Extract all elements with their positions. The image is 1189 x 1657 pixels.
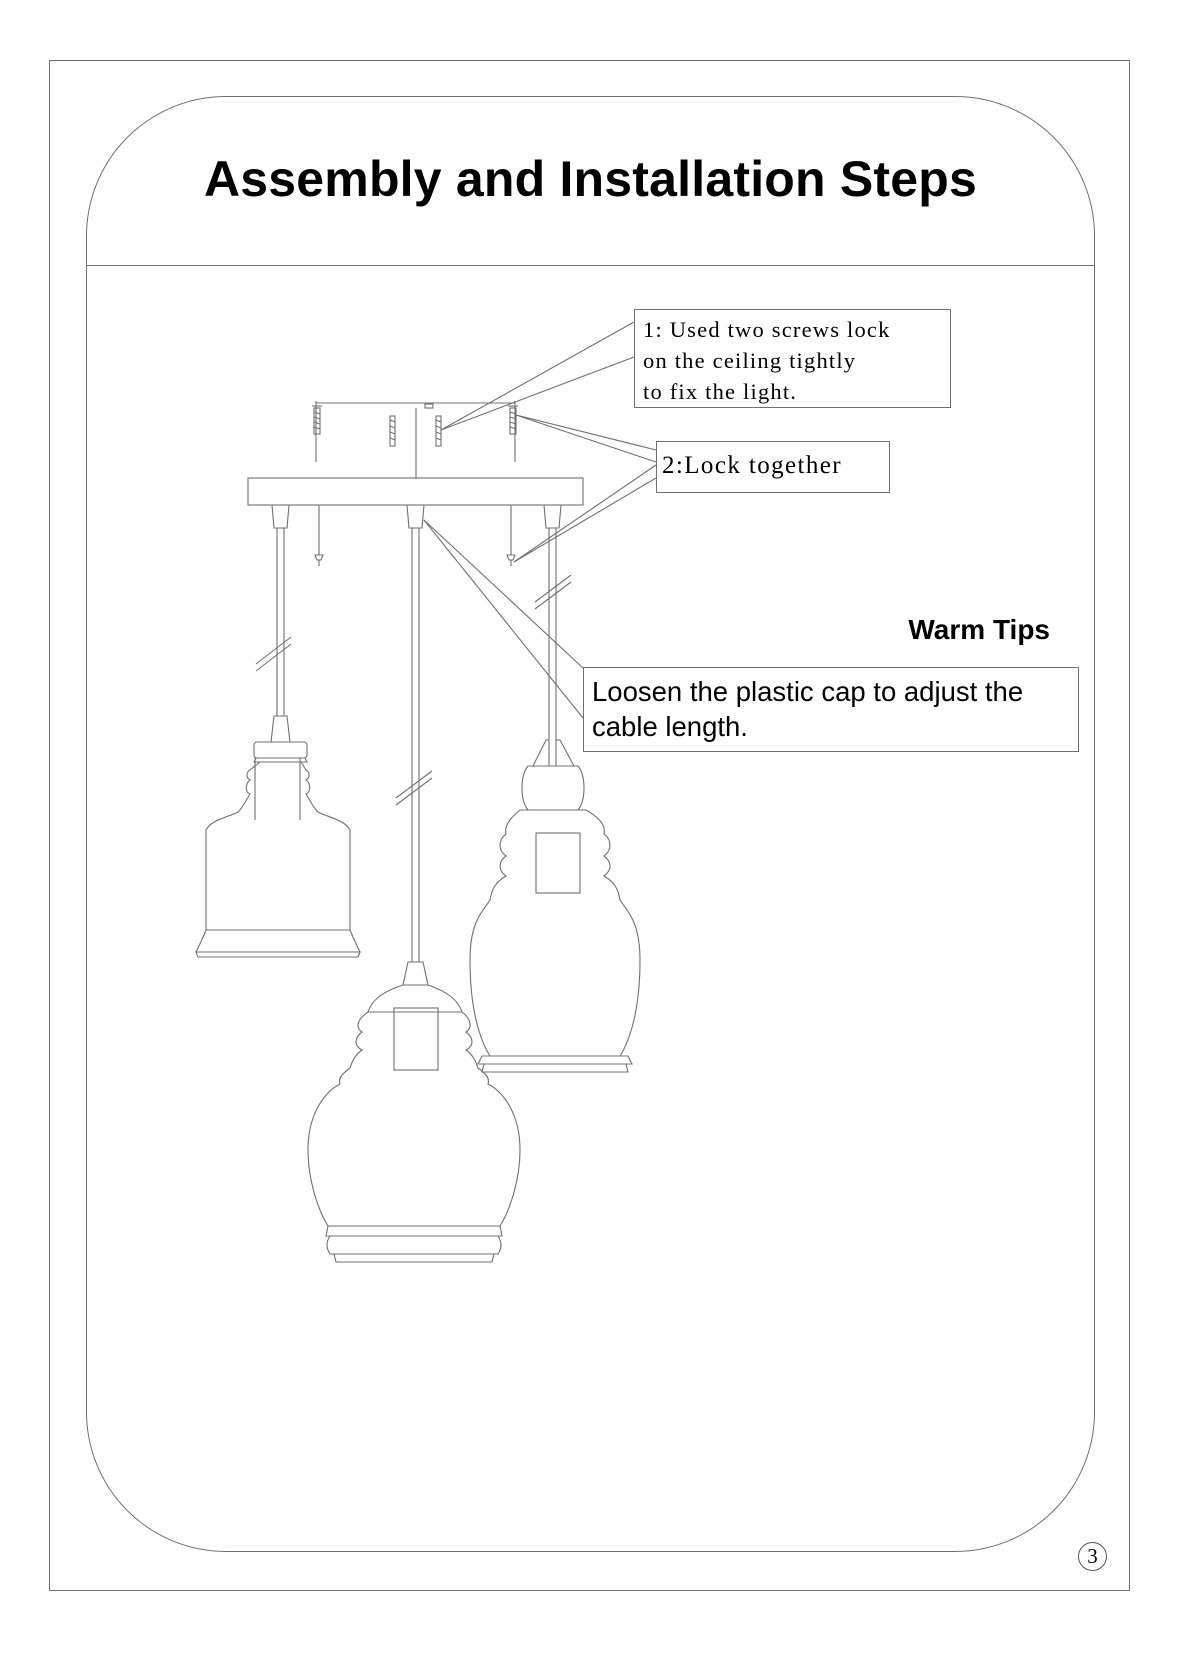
leader-line-step2b xyxy=(516,415,656,462)
ceiling-screw-left xyxy=(312,406,322,434)
leader-line-step1b xyxy=(441,357,634,430)
cable-right xyxy=(535,528,571,740)
canopy-plate xyxy=(248,478,583,505)
cable-cap-right xyxy=(544,505,561,528)
warm-tips-box: Loosen the plastic cap to adjust the cable length. xyxy=(583,667,1079,752)
lock-screw-left xyxy=(315,505,323,566)
pendant-shade-left xyxy=(196,716,360,957)
warm-tips-heading: Warm Tips xyxy=(908,614,1050,645)
bracket-screw-center-right xyxy=(436,416,441,446)
callout-step-1: 1: Used two screws lock on the ceiling tightly to fix the light. xyxy=(634,309,951,408)
cable-cap-left xyxy=(272,505,289,528)
leader-line-step1a xyxy=(441,322,634,430)
ceiling-screw-right xyxy=(508,406,518,434)
bracket-screw-center-left xyxy=(390,416,395,446)
callout-step-2: 2:Lock together xyxy=(656,441,890,493)
page-title: Assembly and Installation Steps xyxy=(203,151,978,207)
cable-left xyxy=(256,528,291,716)
leader-line-step2c xyxy=(514,465,656,562)
leader-line-tip-b xyxy=(424,520,583,718)
mounting-bracket xyxy=(316,401,515,478)
leader-line-step2a xyxy=(516,415,656,450)
leader-line-tip-a xyxy=(424,520,583,668)
page-number: 3 xyxy=(1078,1542,1107,1571)
leader-line-step2d xyxy=(514,478,656,562)
cable-center xyxy=(396,528,432,962)
lock-screw-right xyxy=(507,505,515,566)
pendant-shade-center xyxy=(308,962,520,1262)
cable-cap-center xyxy=(407,505,424,528)
pendant-shade-right xyxy=(470,740,640,1072)
